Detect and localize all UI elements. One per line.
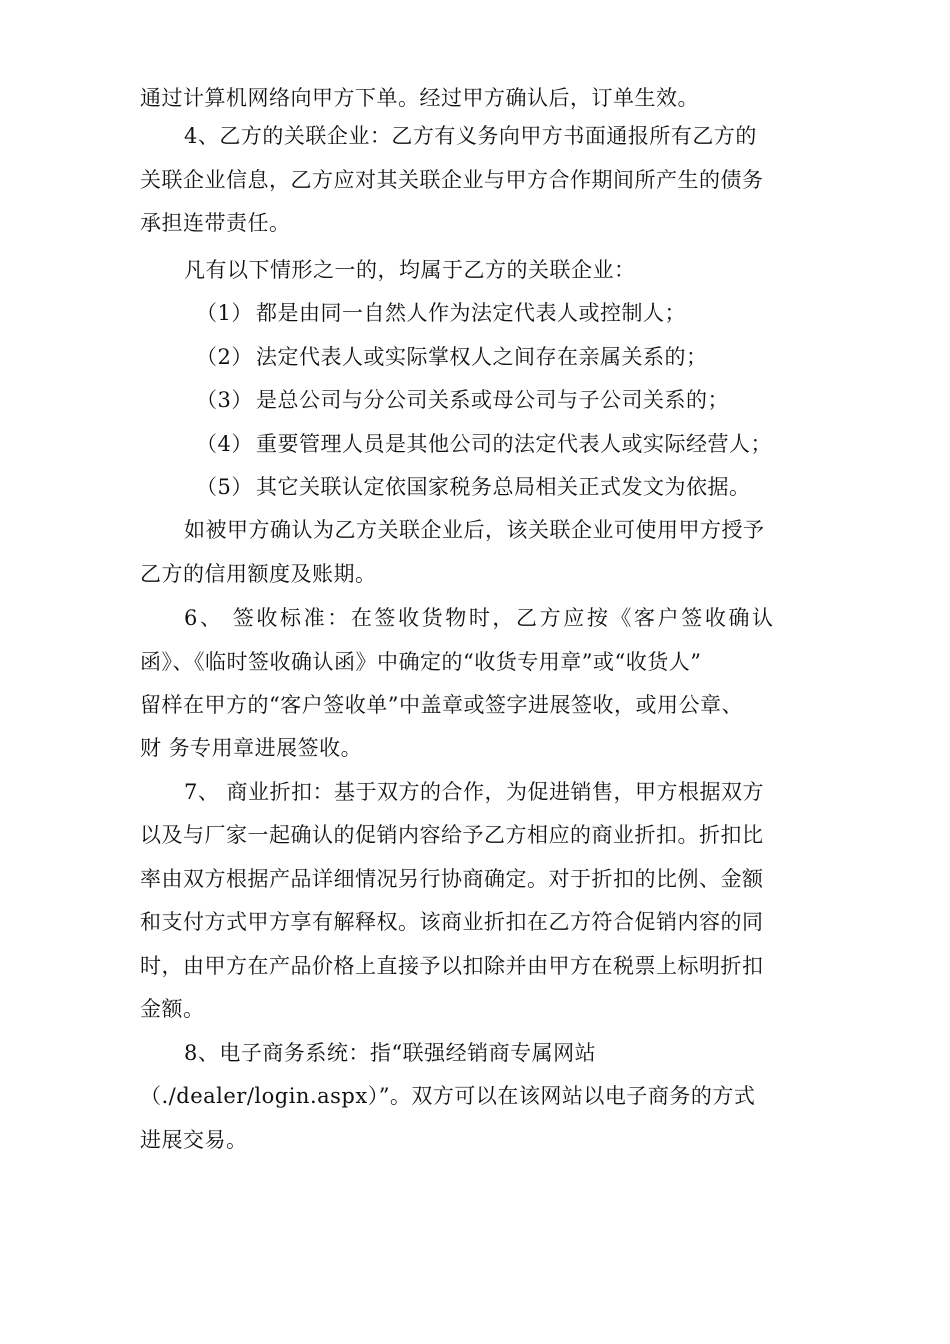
- paragraph-line: 进展交易。: [140, 1128, 248, 1152]
- list-item: [196, 299, 686, 327]
- list-item-text: 是总公司与分公司关系或母公司与子公司关系的；: [256, 388, 729, 412]
- list-item-text: 重要管理人员是其他公司的法定代表人或实际经营人；: [256, 432, 772, 456]
- clause-4-heading-line: 4、乙方的关联企业：乙方有义务向甲方书面通报所有乙方的: [184, 124, 757, 148]
- paragraph-line: 时，由甲方在产品价格上直接予以扣除并由甲方在税票上标明折扣: [140, 954, 764, 978]
- paragraph-line: 关联企业信息，乙方应对其关联企业与甲方合作期间所产生的债务: [140, 168, 764, 192]
- paragraph-line: 承担连带责任。: [140, 211, 291, 235]
- paragraph-line: 和支付方式甲方享有解释权。该商业折扣在乙方符合促销内容的同: [140, 910, 764, 934]
- list-item-number: （4）: [196, 432, 253, 456]
- list-item-number: （2）: [196, 345, 253, 369]
- list-item: [196, 343, 708, 371]
- list-item-text: 法定代表人或实际掌权人之间存在亲属关系的；: [256, 345, 708, 369]
- list-item-number: （1）: [196, 301, 253, 325]
- paragraph-line: 函》、《临时签收确认函》中确定的“收货专用章”或“收货人”: [140, 650, 702, 674]
- paragraph-line: 乙方的信用额度及账期。: [140, 562, 377, 586]
- paragraph-line: 通过计算机网络向甲方下单。经过甲方确认后，订单生效。: [140, 86, 699, 110]
- paragraph-line: 财 务专用章进展签收。: [140, 736, 363, 760]
- list-item-text: 都是由同一自然人作为法定代表人或控制人；: [256, 301, 686, 325]
- clause-8-heading-line: 8、电子商务系统：指“联强经销商专属网站: [184, 1041, 597, 1065]
- paragraph-line: 金额。: [140, 997, 205, 1021]
- paragraph-line: 率由双方根据产品详细情况另行协商确定。对于折扣的比例、金额: [140, 867, 764, 891]
- list-item-text: 其它关联认定依国家税务总局相关正式发文为依据。: [256, 475, 751, 499]
- list-item-number: （3）: [196, 388, 253, 412]
- clause-7-heading-line: 7、 商业折扣：基于双方的合作，为促进销售，甲方根据双方: [184, 780, 765, 804]
- paragraph-line: 留样在甲方的“客户签收单”中盖章或签字进展签收，或用公章、: [140, 693, 743, 717]
- list-item-number: （5）: [196, 475, 253, 499]
- paragraph-line: 以及与厂家一起确认的促销内容给予乙方相应的商业折扣。折扣比: [140, 823, 764, 847]
- list-item: [196, 430, 772, 458]
- paragraph-line: 凡有以下情形之一的，均属于乙方的关联企业：: [184, 258, 636, 282]
- paragraph-line: （./dealer/login.aspx）”。双方可以在该网站以电子商务的方式: [140, 1084, 756, 1108]
- list-item: [196, 386, 729, 414]
- clause-6-heading-line: 6、 签收标准：在签收货物时，乙方应按《客户签收确认: [184, 606, 776, 630]
- list-item: [196, 473, 751, 501]
- paragraph-line: 如被甲方确认为乙方关联企业后，该关联企业可使用甲方授予: [184, 518, 765, 542]
